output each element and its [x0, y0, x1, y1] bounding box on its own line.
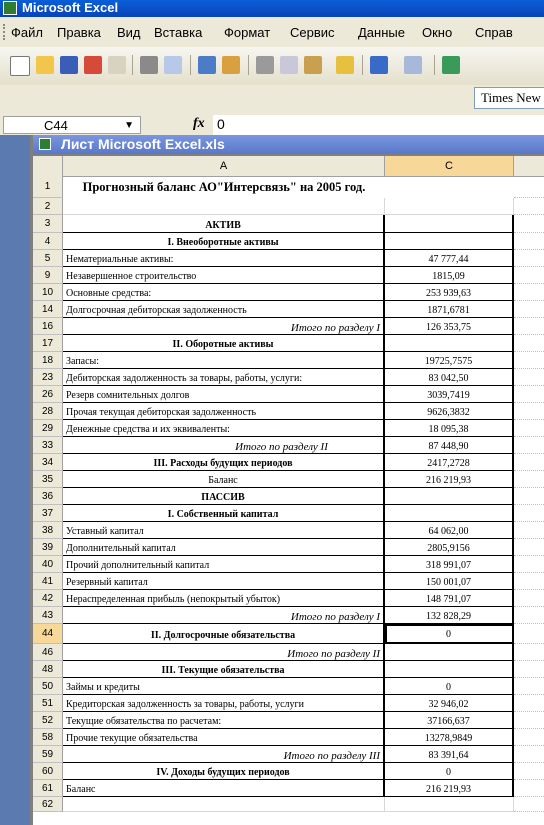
column-header-a[interactable]: A [63, 156, 385, 176]
column-header-c[interactable]: C [385, 156, 514, 176]
cell-d[interactable] [514, 712, 544, 729]
cell-d[interactable] [514, 198, 544, 215]
cell-c[interactable]: 2805,9156 [385, 539, 514, 556]
table-row [33, 678, 544, 695]
cell-d[interactable] [514, 522, 544, 539]
cell-a[interactable]: АКТИВ [63, 215, 385, 233]
copy-icon[interactable] [280, 56, 298, 74]
cell-d[interactable] [514, 267, 544, 284]
row-header[interactable]: 29 [33, 420, 63, 437]
table-row [33, 797, 544, 812]
table-row [33, 318, 544, 335]
table-row [33, 437, 544, 454]
cell-c[interactable]: 318 991,07 [385, 556, 514, 573]
cell-c[interactable]: 126 353,75 [385, 318, 514, 335]
table-row [33, 712, 544, 729]
cell-c[interactable]: 47 777,44 [385, 250, 514, 267]
print-preview-icon[interactable] [164, 56, 182, 74]
row-header[interactable]: 40 [33, 556, 63, 573]
table-row [33, 420, 544, 437]
menu-window[interactable]: Окно [422, 25, 453, 40]
cell-a[interactable]: Займы и кредиты [63, 678, 385, 695]
cell-d[interactable] [514, 729, 544, 746]
row-header[interactable]: 28 [33, 403, 63, 420]
cell-c[interactable]: 64 062,00 [385, 522, 514, 539]
active-cell-c44[interactable]: 0 [385, 624, 514, 644]
row-header[interactable]: 5 [33, 250, 63, 267]
table-row [33, 539, 544, 556]
row-header[interactable]: 3 [33, 215, 63, 233]
cell-c[interactable] [385, 233, 514, 250]
chevron-down-icon[interactable]: ▼ [124, 120, 134, 131]
menu-bar [0, 17, 544, 48]
table-row [33, 267, 544, 284]
permission-icon[interactable] [84, 56, 102, 74]
cell-c[interactable] [385, 644, 514, 661]
email-icon[interactable] [108, 56, 126, 74]
table-row [33, 403, 544, 420]
hyperlink-icon[interactable] [442, 56, 460, 74]
cell-c[interactable]: 148 791,07 [385, 590, 514, 607]
row-header[interactable]: 46 [33, 644, 63, 661]
cell-a[interactable]: Нераспределенная прибыль (непокрытый убыток) [63, 590, 385, 607]
cell-d[interactable] [514, 695, 544, 712]
cell-d[interactable] [514, 590, 544, 607]
cell-d[interactable] [514, 746, 544, 763]
format-painter-icon[interactable] [336, 56, 354, 74]
table-row [33, 573, 544, 590]
standard-toolbar [0, 47, 544, 86]
row-header[interactable]: 23 [33, 369, 63, 386]
cell-c[interactable]: 37166,637 [385, 712, 514, 729]
cell-d[interactable] [514, 624, 544, 644]
cell-d[interactable] [514, 176, 544, 198]
row-header[interactable]: 35 [33, 471, 63, 488]
row-header[interactable]: 16 [33, 318, 63, 335]
mdi-left-strip [0, 135, 30, 825]
cell-a[interactable]: Итого по разделу I [63, 318, 385, 335]
menu-insert[interactable]: Вставка [154, 25, 203, 40]
cell-c[interactable]: 83 391,64 [385, 746, 514, 763]
cut-icon[interactable] [256, 56, 274, 74]
cell-a[interactable]: III. Текущие обязательства [63, 661, 385, 678]
cell-a[interactable]: Незавершенное строительство [63, 267, 385, 284]
column-header-d[interactable] [514, 156, 544, 176]
name-box[interactable] [3, 116, 141, 134]
row-header[interactable]: 38 [33, 522, 63, 539]
cell-d[interactable] [514, 352, 544, 369]
table-row [33, 352, 544, 369]
toolbar-separator [132, 55, 133, 75]
table-row [33, 215, 544, 233]
table-row [33, 556, 544, 573]
cell-d[interactable] [514, 573, 544, 590]
table-row [33, 198, 544, 215]
cell-c[interactable] [385, 488, 514, 505]
table-row [33, 695, 544, 712]
table-row [33, 284, 544, 301]
cell-d[interactable] [514, 318, 544, 335]
cell-a[interactable]: II. Оборотные активы [63, 335, 385, 352]
app-title: Microsoft Excel [22, 0, 119, 15]
table-row [33, 488, 544, 505]
open-icon[interactable] [36, 56, 54, 74]
cell-c[interactable]: 216 219,93 [385, 780, 514, 797]
cell-a[interactable]: Прочий дополнительный капитал [63, 556, 385, 573]
row-header[interactable]: 37 [33, 505, 63, 522]
cell-a[interactable]: Текущие обязательства по расчетам: [63, 712, 385, 729]
row-header[interactable]: 43 [33, 607, 63, 624]
cell-a[interactable]: Нематериальные активы: [63, 250, 385, 267]
cell-c[interactable]: 253 939,63 [385, 284, 514, 301]
table-row [33, 454, 544, 471]
cell-d[interactable] [514, 335, 544, 352]
cell-c[interactable]: 0 [385, 763, 514, 780]
row-header[interactable]: 42 [33, 590, 63, 607]
cell-d[interactable] [514, 471, 544, 488]
cell-c[interactable] [385, 215, 514, 233]
cell-d[interactable] [514, 797, 544, 812]
table-row [33, 505, 544, 522]
row-header[interactable]: 48 [33, 661, 63, 678]
cell-d[interactable] [514, 301, 544, 318]
cell-c[interactable]: 0 [385, 678, 514, 695]
table-row [33, 661, 544, 678]
cell-a[interactable]: Резервный капитал [63, 573, 385, 590]
cell-c[interactable]: 9626,3832 [385, 403, 514, 420]
worksheet-grid[interactable] [33, 156, 544, 825]
cell-a[interactable]: Прочие текущие обязательства [63, 729, 385, 746]
workbook-icon [39, 138, 51, 150]
row-header[interactable]: 58 [33, 729, 63, 746]
formula-input[interactable]: 0 [213, 115, 544, 135]
row-header[interactable]: 4 [33, 233, 63, 250]
row-header[interactable]: 33 [33, 437, 63, 454]
menu-view[interactable]: Вид [117, 25, 141, 40]
table-row [33, 590, 544, 607]
cell-c[interactable]: 216 219,93 [385, 471, 514, 488]
row-header[interactable]: 44 [33, 624, 63, 644]
undo-icon[interactable] [370, 56, 388, 74]
cell-d[interactable] [514, 369, 544, 386]
row-header[interactable]: 50 [33, 678, 63, 695]
cell-a[interactable]: IV. Доходы будущих периодов [63, 763, 385, 780]
table-row [33, 624, 544, 644]
row-header[interactable]: 9 [33, 267, 63, 284]
cell-c[interactable]: 83 042,50 [385, 369, 514, 386]
select-all-corner[interactable] [33, 156, 63, 176]
spelling-icon[interactable] [198, 56, 216, 74]
cell-c[interactable]: 19725,7575 [385, 352, 514, 369]
cell-d[interactable] [514, 386, 544, 403]
cell-a[interactable]: I. Внеоборотные активы [63, 233, 385, 250]
cell-c[interactable] [385, 505, 514, 522]
cell-a[interactable]: III. Расходы будущих периодов [63, 454, 385, 471]
cell-c[interactable] [385, 335, 514, 352]
cell-a[interactable]: Долгосрочная дебиторская задолженность [63, 301, 385, 318]
cell-d[interactable] [514, 284, 544, 301]
cell-d[interactable] [514, 607, 544, 624]
menu-help[interactable]: Справ [475, 25, 513, 40]
row-header[interactable]: 52 [33, 712, 63, 729]
cell-d[interactable] [514, 420, 544, 437]
cell-d[interactable] [514, 505, 544, 522]
paste-icon[interactable] [304, 56, 322, 74]
cell-c[interactable]: 13278,9849 [385, 729, 514, 746]
menu-grip-icon[interactable] [3, 24, 8, 40]
cell-c[interactable]: 1815,09 [385, 267, 514, 284]
cell-d[interactable] [514, 556, 544, 573]
cell-c[interactable] [385, 176, 514, 198]
row-header[interactable]: 39 [33, 539, 63, 556]
row-header[interactable]: 62 [33, 797, 63, 812]
table-row [33, 471, 544, 488]
cell-a[interactable]: Резерв сомнительных долгов [63, 386, 385, 403]
workbook-title: Лист Microsoft Excel.xls [61, 136, 225, 152]
cell-a[interactable]: Основные средства: [63, 284, 385, 301]
cell-c[interactable]: 32 946,02 [385, 695, 514, 712]
table-row [33, 335, 544, 352]
table-row [33, 729, 544, 746]
redo-icon[interactable] [404, 56, 422, 74]
cell-d[interactable] [514, 780, 544, 797]
table-row [33, 746, 544, 763]
table-row [33, 607, 544, 624]
row-header[interactable]: 61 [33, 780, 63, 797]
formatting-toolbar [0, 85, 544, 113]
toolbar-separator [248, 55, 249, 75]
row-header[interactable]: 51 [33, 695, 63, 712]
cell-c[interactable]: 3039,7419 [385, 386, 514, 403]
table-row [33, 233, 544, 250]
row-header[interactable]: 34 [33, 454, 63, 471]
row-header[interactable]: 17 [33, 335, 63, 352]
row-header[interactable]: 36 [33, 488, 63, 505]
cell-a[interactable]: Денежные средства и их эквиваленты: [63, 420, 385, 437]
column-header-row [33, 156, 544, 177]
table-row [33, 369, 544, 386]
cell-a[interactable]: Баланс [63, 780, 385, 797]
cell-c[interactable] [385, 198, 514, 215]
cell-a[interactable]: Прогнозный баланс АО"Интерсвязь" на 2005 год. [82, 180, 366, 194]
cell-d[interactable] [514, 403, 544, 420]
cell-a[interactable]: Итого по разделу I [63, 607, 385, 624]
cell-a[interactable]: Баланс [63, 471, 385, 488]
row-header[interactable]: 26 [33, 386, 63, 403]
menu-tools[interactable]: Сервис [290, 25, 335, 40]
cell-a[interactable] [63, 198, 385, 215]
row-header[interactable]: 60 [33, 763, 63, 780]
cell-c[interactable]: 2417,2728 [385, 454, 514, 471]
menu-file[interactable]: Файл [11, 25, 43, 40]
function-icon[interactable]: fx [193, 116, 205, 131]
cell-a[interactable]: Уставный капитал [63, 522, 385, 539]
cell-a[interactable]: II. Долгосрочные обязательства [63, 624, 385, 644]
menu-edit[interactable]: Правка [57, 25, 101, 40]
cell-a[interactable]: Итого по разделу II [63, 644, 385, 661]
cell-a[interactable]: Итого по разделу II [63, 437, 385, 454]
toolbar-separator [434, 55, 435, 75]
toolbar-separator [190, 55, 191, 75]
formula-bar [0, 115, 544, 135]
font-name-select[interactable]: Times New [474, 87, 544, 109]
cell-a[interactable]: I. Собственный капитал [63, 505, 385, 522]
cell-c[interactable]: 18 095,38 [385, 420, 514, 437]
cell-c[interactable]: 150 001,07 [385, 573, 514, 590]
cell-d[interactable] [514, 763, 544, 780]
cell-d[interactable] [514, 644, 544, 661]
toolbar-separator [362, 55, 363, 75]
print-icon[interactable] [140, 56, 158, 74]
table-row [33, 763, 544, 780]
cell-d[interactable] [514, 539, 544, 556]
row-header[interactable]: 1 [33, 176, 63, 198]
row-header[interactable]: 2 [33, 198, 63, 215]
cell-a[interactable]: ПАССИВ [63, 488, 385, 505]
cell-c[interactable]: 132 828,29 [385, 607, 514, 624]
table-row [33, 301, 544, 318]
row-header[interactable]: 41 [33, 573, 63, 590]
table-row [33, 386, 544, 403]
table-row [33, 644, 544, 661]
cell-a[interactable]: Прочая текущая дебиторская задолженность [63, 403, 385, 420]
cell-a[interactable]: Итого по разделу III [63, 746, 385, 763]
cell-d[interactable] [514, 437, 544, 454]
cell-d[interactable] [514, 661, 544, 678]
cell-c[interactable] [385, 797, 514, 812]
menu-format[interactable]: Формат [224, 25, 271, 40]
cell-a[interactable] [63, 797, 385, 812]
cell-a[interactable]: Дебиторская задолженность за товары, работы, услуги: [63, 369, 385, 386]
new-icon[interactable] [10, 56, 30, 76]
table-row [33, 176, 544, 198]
cell-c[interactable] [385, 661, 514, 678]
cell-a[interactable]: Кредиторская задолженность за товары, работы, услуги [63, 695, 385, 712]
table-row [33, 522, 544, 539]
cell-d[interactable] [514, 250, 544, 267]
cell-d[interactable] [514, 454, 544, 471]
workbook-title-bar[interactable] [33, 135, 544, 154]
table-row [33, 250, 544, 267]
cell-d[interactable] [514, 233, 544, 250]
name-box-value: C44 [44, 118, 68, 133]
row-header[interactable]: 10 [33, 284, 63, 301]
cell-a[interactable]: Запасы: [63, 352, 385, 369]
cell-c[interactable]: 87 448,90 [385, 437, 514, 454]
cell-d[interactable] [514, 678, 544, 695]
cell-d[interactable] [514, 488, 544, 505]
row-header[interactable]: 14 [33, 301, 63, 318]
menu-data[interactable]: Данные [358, 25, 405, 40]
table-row [33, 780, 544, 797]
row-header[interactable]: 59 [33, 746, 63, 763]
save-icon[interactable] [60, 56, 78, 74]
app-title-bar [0, 0, 544, 17]
row-header[interactable]: 18 [33, 352, 63, 369]
excel-logo-icon [3, 1, 17, 15]
cell-a[interactable]: Дополнительный капитал [63, 539, 385, 556]
cell-d[interactable] [514, 215, 544, 233]
research-icon[interactable] [222, 56, 240, 74]
cell-c[interactable]: 1871,6781 [385, 301, 514, 318]
